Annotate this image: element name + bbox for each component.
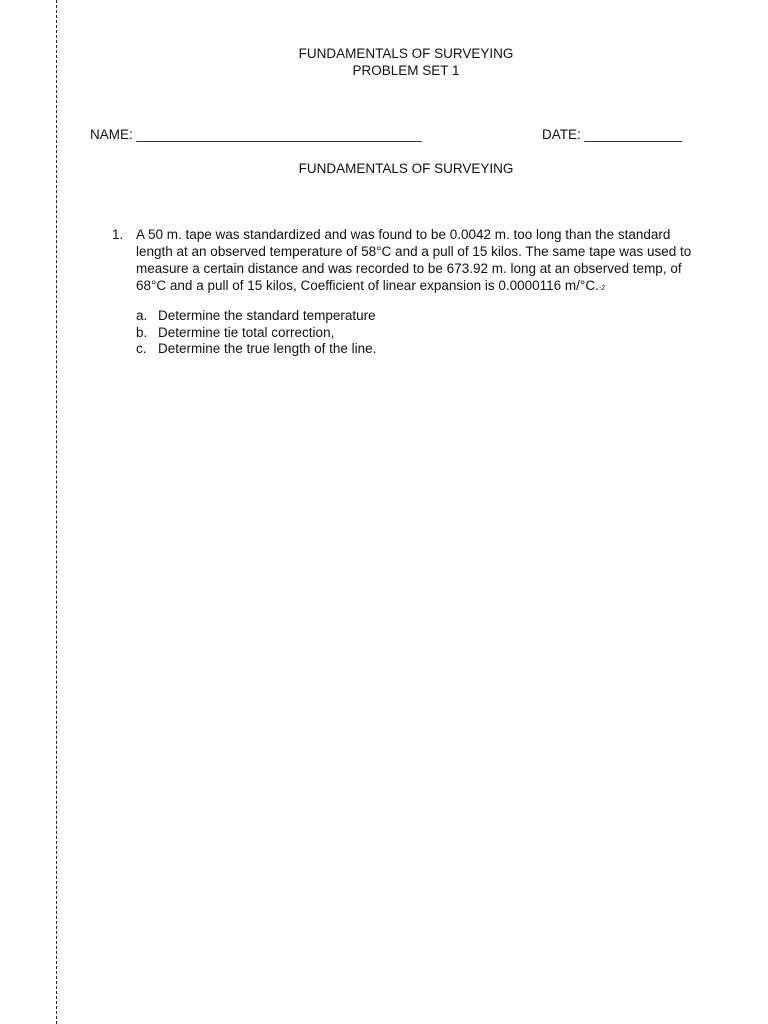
- page-subtitle: PROBLEM SET 1: [352, 63, 460, 78]
- problem-text: [136, 226, 718, 297]
- subitem-list: [136, 308, 376, 358]
- list-item: [136, 341, 376, 358]
- list-item: [136, 325, 376, 342]
- list-item: [136, 308, 376, 325]
- problem-line-text: 68°C and a pull of 15 kilos, Coefficient of linear expansion is 0.0000116 m/°C.: [136, 278, 599, 293]
- section-title: FUNDAMENTALS OF SURVEYING: [298, 161, 514, 176]
- list-item-text: Determine the standard temperature: [158, 308, 376, 323]
- list-item-letter: a.: [136, 308, 148, 323]
- trailing-mark: -2: [598, 285, 606, 292]
- list-item-letter: c.: [136, 341, 147, 356]
- page-title: FUNDAMENTALS OF SURVEYING: [298, 46, 514, 61]
- problem-number: 1.: [112, 227, 124, 242]
- problem-line: measure a certain distance and was recorded to be 673.92 m. long at an observed temp, of: [136, 261, 682, 276]
- margin-dashed-line: [56, 0, 57, 1024]
- list-item-text: Determine tie total correction,: [158, 324, 335, 340]
- problem-line: [136, 277, 718, 297]
- list-item-text: Determine the true length of the line.: [158, 341, 377, 356]
- list-item-letter: b.: [136, 324, 148, 340]
- problem-line: length at an observed temperature of 58°C and a pull of 15 kilos. The same tape was used to: [136, 244, 692, 259]
- date-field: DATE: _____________: [542, 127, 683, 142]
- problem-line: A 50 m. tape was standardized and was found to be 0.0042 m. too long than the standard: [136, 227, 671, 242]
- name-field: NAME: ______________________________________: [90, 127, 422, 142]
